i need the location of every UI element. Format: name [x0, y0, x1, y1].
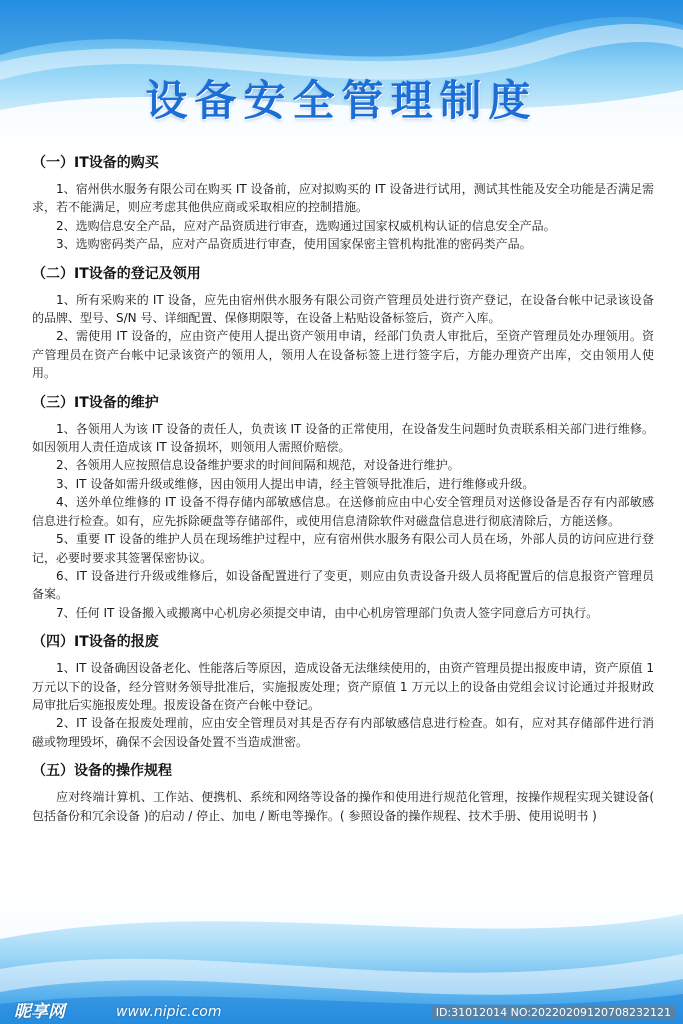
- section-heading: （三）IT设备的维护: [32, 394, 159, 411]
- page-title: 设备安全管理制度: [145, 76, 538, 125]
- section-heading: （一）IT设备的购买: [32, 155, 159, 171]
- section-purchase: [32, 152, 654, 254]
- section-maintenance: [32, 392, 654, 622]
- paragraph: 3、选购密码类产品，应对产品资质进行审查，使用国家保密主管机构批准的密码类产品。: [56, 237, 532, 252]
- bottom-wave-decoration: [0, 884, 683, 1024]
- paragraph: 1、IT 设备确因设备老化、性能落后等原因，造成设备无法继续使用的，由资产管理员提出报废申请，资产原值 1 万元以下的设备，经分管财务领导批准后，实施报废处理；资产原值 1 万元以上的设备由党组会议讨论通过并报财政局审批后实施报废处理。报废设备在资产台帐中登记。: [32, 661, 654, 712]
- paragraph: 1、各领用人为该 IT 设备的责任人，负责该 IT 设备的正常使用，在设备发生问题时负责联系相关部门进行维修。如因领用人责任造成该 IT 设备损坏，则领用人需照价赔偿。: [32, 421, 654, 455]
- paragraph: 1、所有采购来的 IT 设备，应先由宿州供水服务有限公司资产管理员处进行资产登记，在设备台帐中记录该设备的品牌、型号、S/N 号、详细配置、保修期限等，在设备上粘贴设备标签后，资产入库。: [32, 292, 654, 326]
- paragraph: 应对终端计算机、工作站、便携机、系统和网络等设备的操作和使用进行规范化管理，按操作规程实现关键设备( 包括备份和冗余设备 )的启动 / 停止、加电 / 断电等操作。( 参照设备的操作规程、技术手册、使用说明书 ): [32, 790, 654, 823]
- paragraph: 6、IT 设备进行升级或维修后，如设备配置进行了变更，则应由负责设备升级人员将配置后的信息报资产管理员备案。: [32, 568, 654, 602]
- paragraph: 5、重要 IT 设备的维护人员在现场维护过程中，应有宿州供水服务有限公司人员在场，外部人员的访问应进行登记，必要时要求其签署保密协议。: [32, 532, 654, 565]
- section-heading: （五）设备的操作规程: [32, 763, 172, 780]
- section-operation: [32, 760, 654, 825]
- paragraph: 1、宿州供水服务有限公司在购买 IT 设备前，应对拟购买的 IT 设备进行试用，测试其性能及安全功能是否满足需求，若不能满足，则应考虑其他供应商或采取相应的控制措施。: [32, 182, 654, 215]
- watermark-id: ID:31012014 NO:20220209120708232121: [432, 1005, 675, 1020]
- paragraph: 2、选购信息安全产品，应对产品资质进行审查，选购通过国家权威机构认证的信息安全产品。: [56, 218, 556, 233]
- document-body: [32, 152, 654, 834]
- section-heading: （二）IT设备的登记及领用: [32, 265, 201, 282]
- watermark-logo: 昵享网: [14, 1002, 65, 1022]
- paragraph: 2、各领用人应按照信息设备维护要求的时间间隔和规范，对设备进行维护。: [56, 458, 460, 473]
- watermark-url: www.nipic.com: [116, 1004, 222, 1020]
- paragraph: 2、需使用 IT 设备的，应由资产使用人提出资产领用申请，经部门负责人审批后，至资产管理员处办理领用。资产管理员在资产台帐中记录该资产的领用人，领用人在设备标签上进行签字后，方能办理资产出库，交由领用人使用。: [32, 329, 654, 381]
- section-heading: （四）IT设备的报废: [32, 634, 159, 651]
- paragraph: 3、IT 设备如需升级或维修，因由领用人提出申请，经主管领导批准后，进行维修或升级。: [56, 476, 535, 491]
- paragraph: 7、任何 IT 设备搬入或搬离中心机房必须提交申请，由中心机房管理部门负责人签字同意后方可执行。: [56, 605, 599, 620]
- section-disposal: [32, 631, 654, 751]
- section-registration: [32, 263, 654, 383]
- paragraph: 2、IT 设备在报废处理前，应由安全管理员对其是否存有内部敏感信息进行检查。如有，应对其存储部件进行消磁或物理毁坏，确保不会因设备处置不当造成泄密。: [32, 716, 654, 749]
- paragraph: 4、送外单位维修的 IT 设备不得存储内部敏感信息。在送修前应由中心安全管理员对送修设备是否存有内部敏感信息进行检查。如有，应先拆除硬盘等存储部件，或使用信息清除软件对磁盘信息进行彻底清除后，方能送修。: [32, 495, 654, 528]
